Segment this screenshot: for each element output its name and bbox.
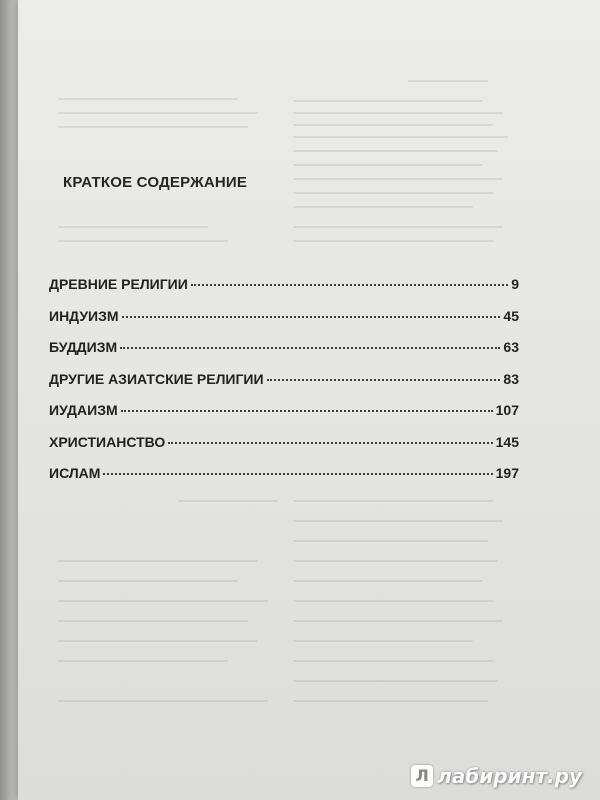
toc-entry-page-number: 107 <box>495 402 519 418</box>
book-page <box>18 0 600 800</box>
watermark-text: лабиринт.ру <box>437 764 582 788</box>
toc-entry <box>49 465 519 497</box>
toc-entry-title: ИСЛАМ <box>49 465 101 481</box>
toc-dot-leader <box>103 473 492 475</box>
toc-heading: КРАТКОЕ СОДЕРЖАНИЕ <box>63 174 248 191</box>
toc-entry <box>49 276 519 308</box>
toc-entry <box>49 434 519 466</box>
toc-entry-page-number: 63 <box>503 339 519 355</box>
toc-entry-title: ИНДУИЗМ <box>49 307 119 324</box>
toc-entry-title: ХРИСТИАНСТВО <box>49 433 166 450</box>
toc-entry-title: БУДДИЗМ <box>49 339 118 355</box>
toc-entry-title: ДРУГИЕ АЗИАТСКИЕ РЕЛИГИИ <box>49 370 264 387</box>
toc-entry-page-number: 45 <box>503 307 519 324</box>
toc-entry-title: ИУДАИЗМ <box>49 402 118 418</box>
watermark <box>411 764 582 788</box>
toc-list <box>49 276 519 497</box>
toc-entry-page-number: 9 <box>511 276 519 292</box>
toc-dot-leader <box>122 316 501 318</box>
toc-entry-page-number: 83 <box>503 370 519 387</box>
toc-dot-leader <box>267 379 501 381</box>
toc-entry <box>49 308 519 340</box>
toc-dot-leader <box>168 442 492 444</box>
toc-dot-leader <box>121 410 493 412</box>
toc-entry-title: ДРЕВНИЕ РЕЛИГИИ <box>49 276 188 292</box>
labyrinth-logo-icon: Л <box>411 765 433 787</box>
toc-entry-page-number: 197 <box>495 465 519 481</box>
toc-dot-leader <box>191 284 508 286</box>
toc-dot-leader <box>120 347 500 349</box>
toc-entry <box>49 339 519 371</box>
toc-entry <box>49 371 519 403</box>
page-edge-shadow <box>0 0 18 800</box>
toc-entry <box>49 402 519 434</box>
toc-entry-page-number: 145 <box>495 433 519 450</box>
